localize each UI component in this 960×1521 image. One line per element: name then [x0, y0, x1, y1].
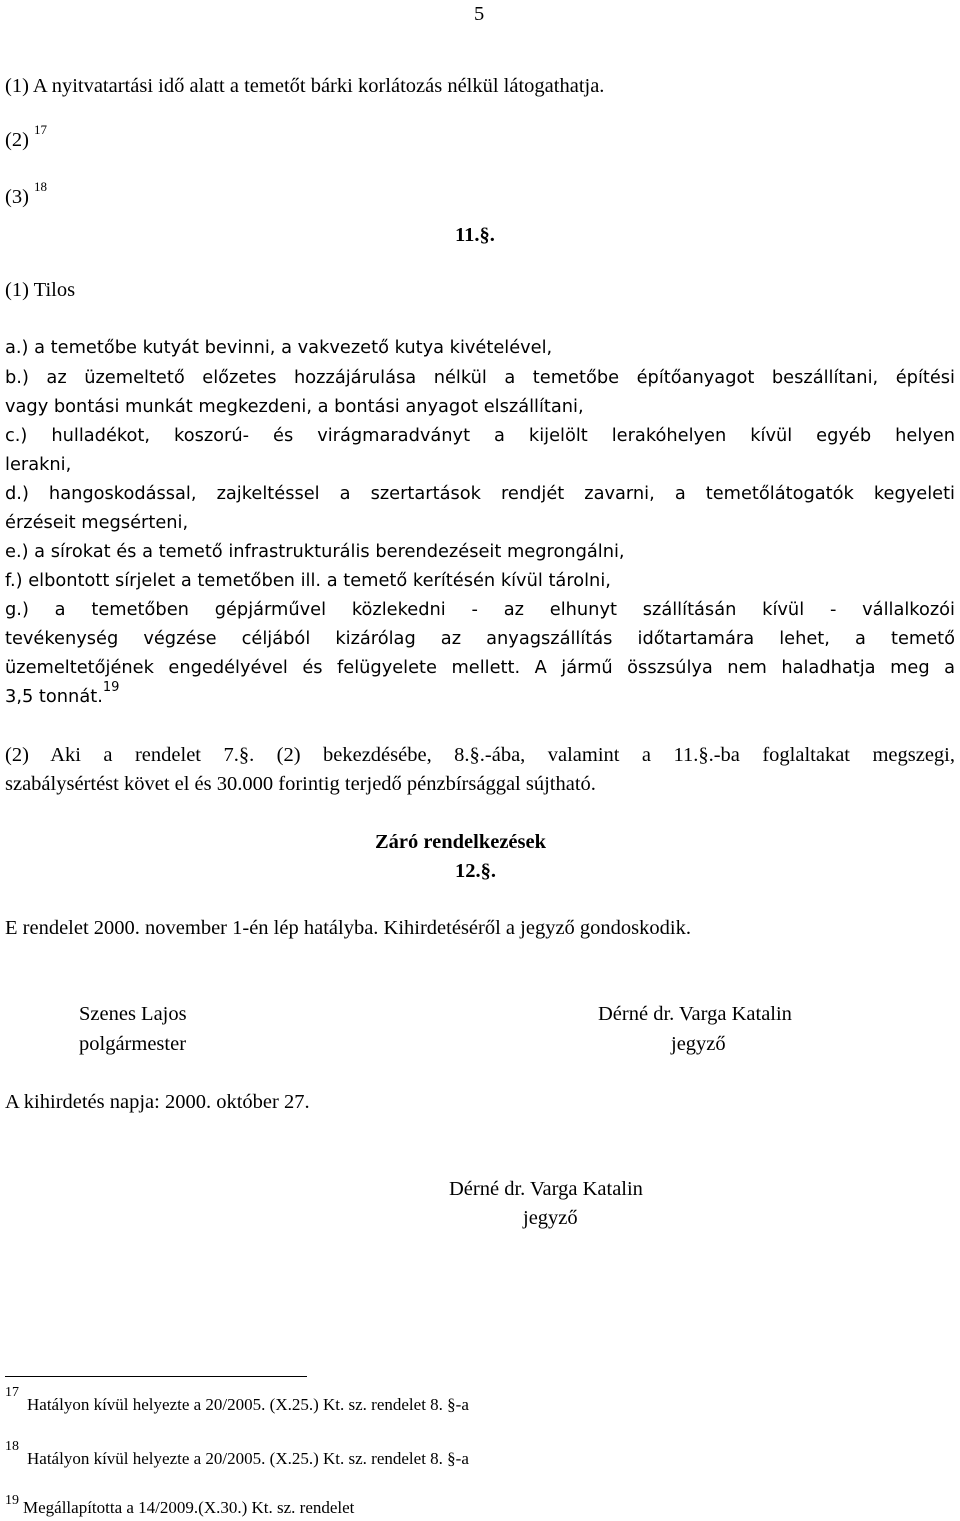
- footnote-ref-19[interactable]: 19: [102, 680, 120, 695]
- paragraph-10-1: (1) A nyitvatartási idő alatt a temetőt bárki korlátozás nélkül látogathatja.: [5, 75, 605, 97]
- list-item-d-line1: d.) hangoskodással, zajkeltéssel a szertartások rendjét zavarni, a temetőlátogatók kegyeleti: [5, 483, 955, 504]
- paragraph-11-2-line2: szabálysértést követ el és 30.000 forintig terjedő pénzbírsággal sújtható.: [5, 773, 596, 795]
- footnote-ref-18[interactable]: 18: [34, 179, 48, 194]
- list-item-g-line1: g.) a temetőben gépjárművel közlekedni - az elhunyt szállításán kívül - vállalkozói: [5, 599, 955, 620]
- page-number: 5: [474, 3, 485, 25]
- paragraph-10-2: [5, 122, 48, 151]
- paragraph-11-2-line1: (2) Aki a rendelet 7.§. (2) bekezdésébe, 8.§.-ába, valamint a 11.§.-ba foglaltakat megszegi,: [5, 744, 955, 766]
- footnote-separator: [5, 1376, 307, 1377]
- list-item-d-line2: érzéseit megsérteni,: [5, 512, 189, 533]
- footnote-text: Hatályon kívül helyezte a 20/2005. (X.25.) Kt. sz. rendelet 8. §-a: [27, 1449, 469, 1468]
- bottom-notary-title: jegyző: [523, 1207, 578, 1229]
- list-item-b-line1: b.) az üzemeltető előzetes hozzájárulása nélkül a temetőbe építőanyagot beszállítani, építési: [5, 367, 955, 388]
- paragraph-11-1-intro: (1) Tilos: [5, 279, 76, 301]
- list-item-b-line2: vagy bontási munkát megkezdeni, a bontási anyagot elszállítani,: [5, 396, 584, 417]
- list-item-c-line2: lerakni,: [5, 454, 72, 475]
- closing-heading: Záró rendelkezések: [375, 831, 546, 853]
- footnote-number: 18: [5, 1439, 19, 1454]
- list-item-c-line1: c.) hulladékot, koszorú- és virágmaradványt a kijelölt lerakóhelyen kívül egyéb helyen: [5, 425, 955, 446]
- paragraph-label: (3): [5, 186, 29, 208]
- paragraph-10-3: [5, 179, 48, 208]
- footnote-number: 19: [5, 1493, 19, 1508]
- footnote-text: Megállapította a 14/2009.(X.30.) Kt. sz. rendelet: [23, 1498, 355, 1517]
- mayor-name: Szenes Lajos: [79, 1003, 187, 1025]
- bottom-notary-name: Dérné dr. Varga Katalin: [449, 1178, 643, 1200]
- footnote-text: Hatályon kívül helyezte a 20/2005. (X.25.) Kt. sz. rendelet 8. §-a: [27, 1395, 469, 1414]
- notary-title: jegyző: [671, 1033, 726, 1055]
- list-item-g-text: 3,5 tonnát.: [5, 686, 103, 707]
- list-item-a: a.) a temetőbe kutyát bevinni, a vakvezető kutya kivételével,: [5, 337, 553, 358]
- list-item-e: e.) a sírokat és a temető infrastrukturális berendezéseit megrongálni,: [5, 541, 625, 562]
- list-item-g-line2: tevékenység végzése céljából kizárólag az anyagszállítás időtartamára lehet, a temető: [5, 628, 955, 649]
- section-heading-12: 12.§.: [455, 860, 496, 882]
- paragraph-label: (2): [5, 129, 29, 151]
- list-item-g-line4: [5, 680, 120, 707]
- footnote-number: 17: [5, 1385, 19, 1400]
- footnote-ref-17[interactable]: 17: [34, 122, 48, 137]
- notary-name: Dérné dr. Varga Katalin: [598, 1003, 792, 1025]
- list-item-g-line3: üzemeltetőjének engedélyével és felügyelete mellett. A jármű összsúlya nem haladhatja meg a: [5, 657, 955, 678]
- mayor-title: polgármester: [79, 1033, 187, 1055]
- list-item-f: f.) elbontott sírjelet a temetőben ill. a temető kerítésén kívül tárolni,: [5, 570, 611, 591]
- section-heading-11: 11.§.: [455, 224, 495, 246]
- closing-text: E rendelet 2000. november 1-én lép hatályba. Kihirdetéséről a jegyző gondoskodik.: [5, 917, 691, 939]
- announcement-date: A kihirdetés napja: 2000. október 27.: [5, 1091, 310, 1113]
